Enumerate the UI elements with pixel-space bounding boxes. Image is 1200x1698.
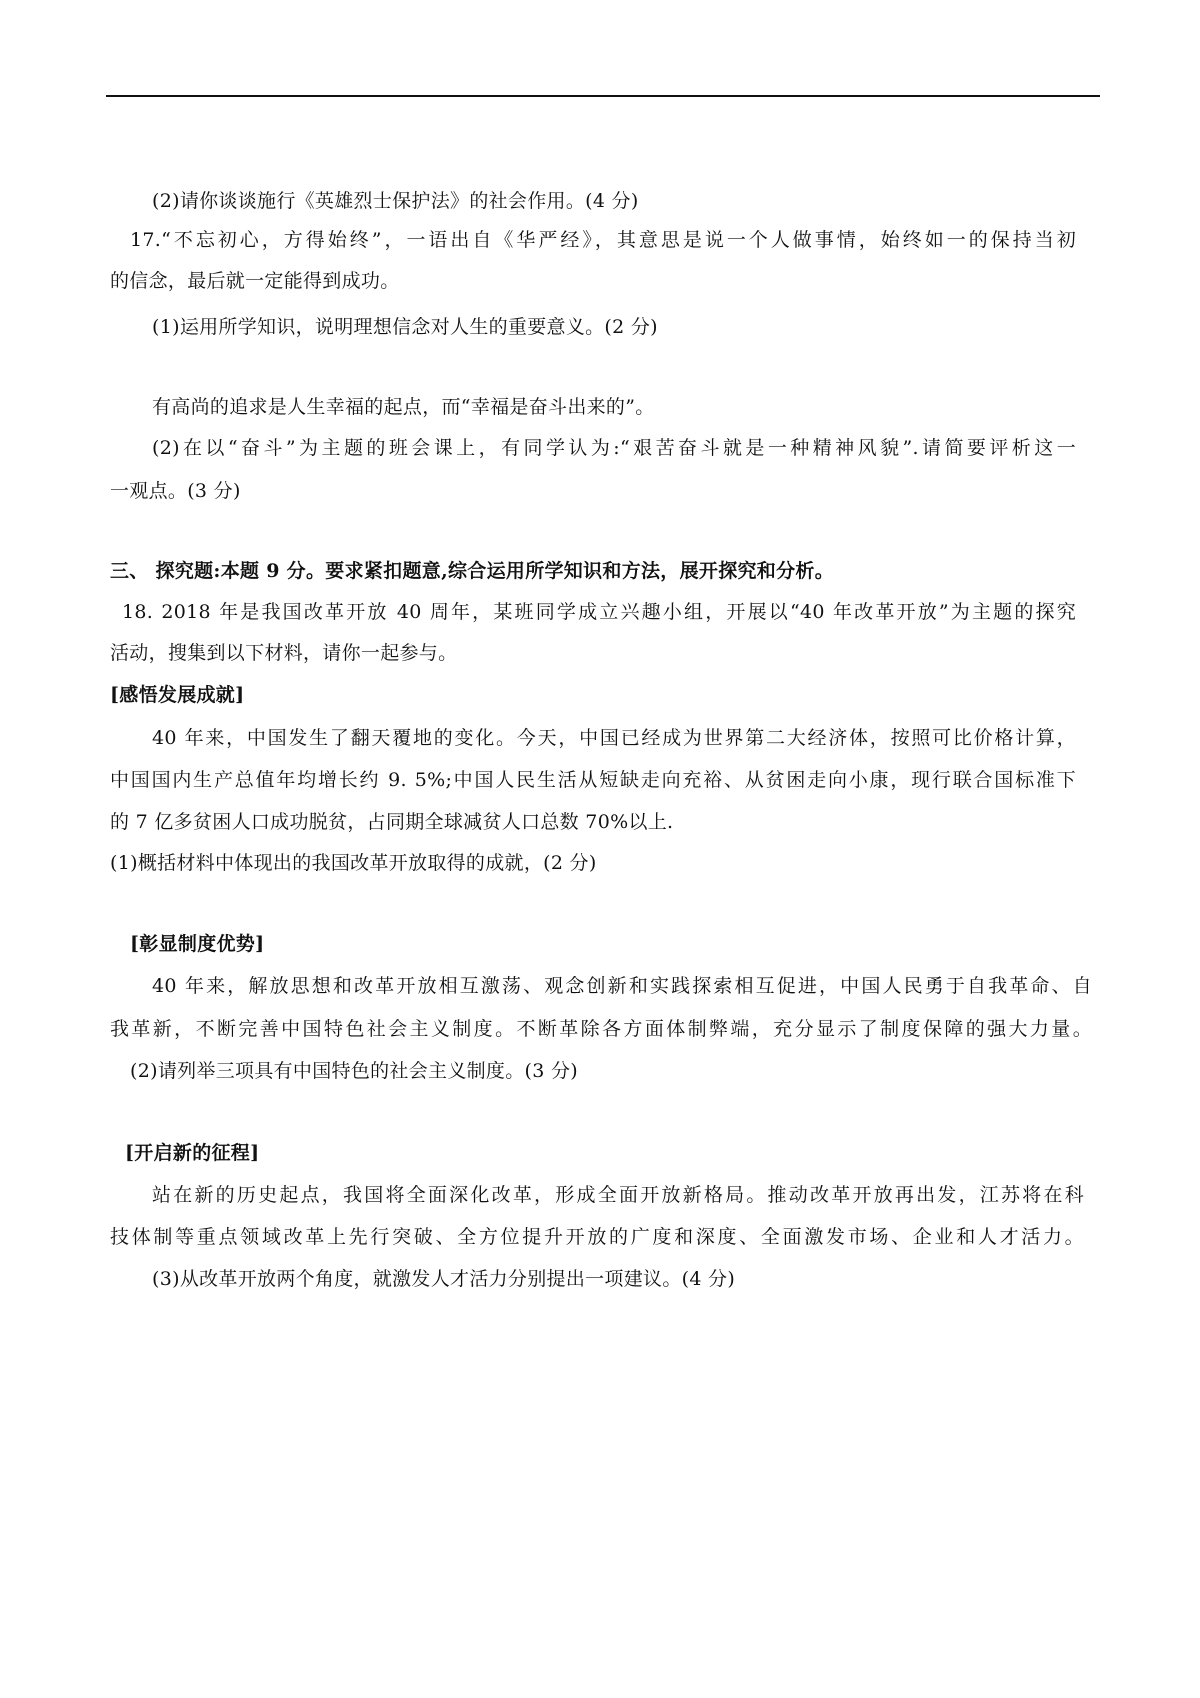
q17-stem-line1: 17.“不忘初心，方得始终”，一语出自《华严经》，其意思是说一个人做事情，始终如一的保持当初 — [130, 229, 1076, 251]
q18-part3-line2: 技体制等重点领域改革上先行突破、全方位提升开放的广度和深度、全面激发市场、企业和人才活力。 — [110, 1226, 1084, 1248]
section3-heading: 三、 探究题:本题 9 分。要求紧扣题意,综合运用所学知识和方法，展开探究和分析。 — [110, 560, 834, 582]
q18-part1-line2: 中国国内生产总值年均增长约 9. 5%;中国人民生活从短缺走向充裕、从贫困走向小康，现行联合国标准下 — [110, 769, 1076, 791]
q17-stem-line2: 的信念，最后就一定能得到成功。 — [110, 270, 400, 292]
q18-part2-line1: 40 年来，解放思想和改革开放相互激荡、观念创新和实践探索相互促进，中国人民勇于自我革命、自 — [152, 975, 1092, 997]
q18-part1-title: [感悟发展成就] — [110, 684, 245, 706]
q17-sub1: (1)运用所学知识，说明理想信念对人生的重要意义。(2 分) — [152, 316, 658, 338]
q18-part1-question: (1)概括材料中体现出的我国改革开放取得的成就，(2 分) — [110, 852, 597, 874]
q18-part1-line1: 40 年来，中国发生了翻天覆地的变化。今天，中国已经成为世界第二大经济体，按照可比价格计算， — [152, 727, 1076, 749]
q18-stem-line1: 18. 2018 年是我国改革开放 40 周年，某班同学成立兴趣小组，开展以“40 年改革开放”为主题的探究 — [122, 601, 1076, 623]
q18-part2-title: [彰显制度优势] — [130, 933, 265, 955]
q18-part2-line2: 我革新，不断完善中国特色社会主义制度。不断革除各方面体制弊端，充分显示了制度保障的强大力量。 — [110, 1018, 1092, 1040]
q18-part2-question: (2)请列举三项具有中国特色的社会主义制度。(3 分) — [130, 1060, 578, 1082]
q18-part1-line3: 的 7 亿多贫困人口成功脱贫，占同期全球减贫人口总数 70%以上. — [110, 811, 674, 833]
q18-part3-title: [开启新的征程] — [125, 1142, 260, 1164]
q17-material: 有高尚的追求是人生幸福的起点，而“幸福是奋斗出来的”。 — [152, 396, 655, 418]
header-rule — [106, 95, 1100, 97]
q17-sub2-line2: 一观点。(3 分) — [110, 480, 241, 502]
q18-stem-line2: 活动，搜集到以下材料，请你一起参与。 — [110, 642, 458, 664]
q18-part3-line1: 站在新的历史起点，我国将全面深化改革，形成全面开放新格局。推动改革开放再出发，江苏将在科 — [152, 1184, 1084, 1206]
q16-sub2: (2)请你谈谈施行《英雄烈士保护法》的社会作用。(4 分) — [152, 190, 639, 212]
q17-sub2-line1: (2)在以“奋斗”为主题的班会课上，有同学认为:“艰苦奋斗就是一种精神风貌”.请简要评析这一 — [152, 437, 1076, 459]
q18-part3-question: (3)从改革开放两个角度，就激发人才活力分别提出一项建议。(4 分) — [152, 1268, 736, 1290]
